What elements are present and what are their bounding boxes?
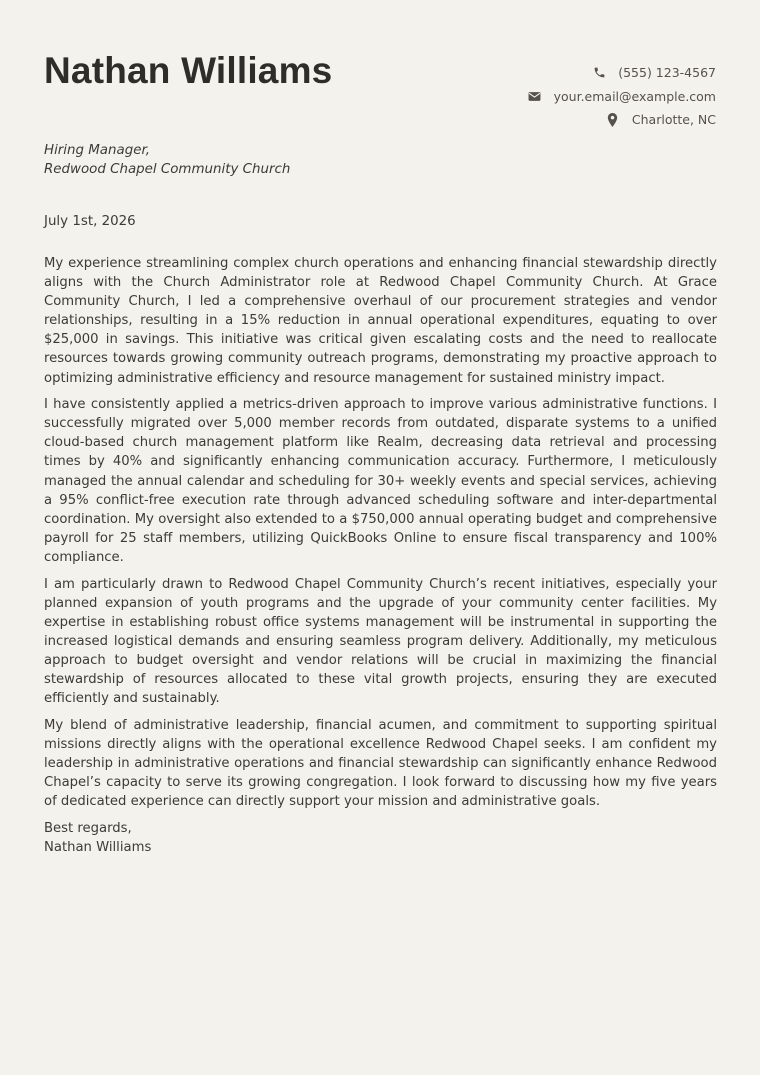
- closing-signature: Nathan Williams: [44, 839, 152, 855]
- letter-date: July 1st, 2026: [44, 214, 136, 229]
- applicant-name: Nathan Williams: [44, 50, 333, 91]
- contact-phone-row: [528, 61, 716, 85]
- recipient-block: [44, 141, 290, 179]
- recipient-title: Hiring Manager,: [44, 143, 150, 158]
- closing-block: [44, 819, 717, 857]
- map-pin-icon: [606, 113, 620, 127]
- recipient-organization: Redwood Chapel Community Church: [44, 162, 291, 177]
- letter-body: [44, 254, 717, 857]
- contact-location: Charlotte, NC: [631, 112, 716, 128]
- closing-salutation: Best regards,: [44, 820, 132, 836]
- contact-block: [528, 61, 716, 132]
- envelope-icon: [528, 89, 542, 103]
- contact-email[interactable]: your.email@example.com: [553, 88, 716, 104]
- body-paragraph-4: My blend of administrative leadership, financial acumen, and commitment to supporting spiritual missions directly aligns with the operational excellence Redwood Chapel seeks. I am confident my leadership in administrative operations and financial stewardship can significantly enhance Redwood Chapel’s capacity to serve its growing congregation. I look forward to discussing how my five years of dedicated experience can directly support your mission and administrative goals.: [44, 717, 717, 810]
- contact-email-row: [528, 85, 716, 109]
- phone-icon: [592, 66, 606, 80]
- contact-phone: (555) 123-4567: [618, 65, 716, 81]
- contact-location-row: [528, 108, 716, 132]
- body-paragraph-2: I have consistently applied a metrics-driven approach to improve various administrative functions. I successfully migrated over 5,000 member records from outdated, disparate systems to a unified cloud-based church management platform like Realm, decreasing data retrieval and processing times by 40% and significantly enhancing communication accuracy. Furthermore, I meticulously managed the annual calendar and scheduling for 30+ weekly events and special services, achieving a 95% conflict-free execution rate through advanced scheduling software and inter-departmental coordination. My oversight also extended to a $750,000 annual operating budget and comprehensive payroll for 25 staff members, utilizing QuickBooks Online to ensure fiscal transparency and 100% compliance.: [44, 397, 717, 565]
- body-paragraph-1: My experience streamlining complex church operations and enhancing financial stewardship directly aligns with the Church Administrator role at Redwood Chapel Community Church. At Grace Community Church, I led a comprehensive overhaul of our procurement strategies and vendor relationships, resulting in a 15% reduction in annual operational expenditures, equating to over $25,000 in savings. This initiative was critical given escalating costs and the need to reallocate resources towards growing community outreach programs, demonstrating my proactive approach to optimizing administrative efficiency and resource management for sustained ministry impact.: [44, 256, 717, 386]
- body-paragraph-3: I am particularly drawn to Redwood Chapel Community Church’s recent initiatives, especially your planned expansion of youth programs and the upgrade of your community center facilities. My expertise in establishing robust office systems management will be instrumental in supporting the increased logistical demands and ensuring seamless program delivery. Additionally, my meticulous approach to budget oversight and vendor relations will be crucial in maximizing the financial stewardship of resources allocated to these vital growth projects, ensuring they are executed efficiently and sustainably.: [44, 576, 717, 707]
